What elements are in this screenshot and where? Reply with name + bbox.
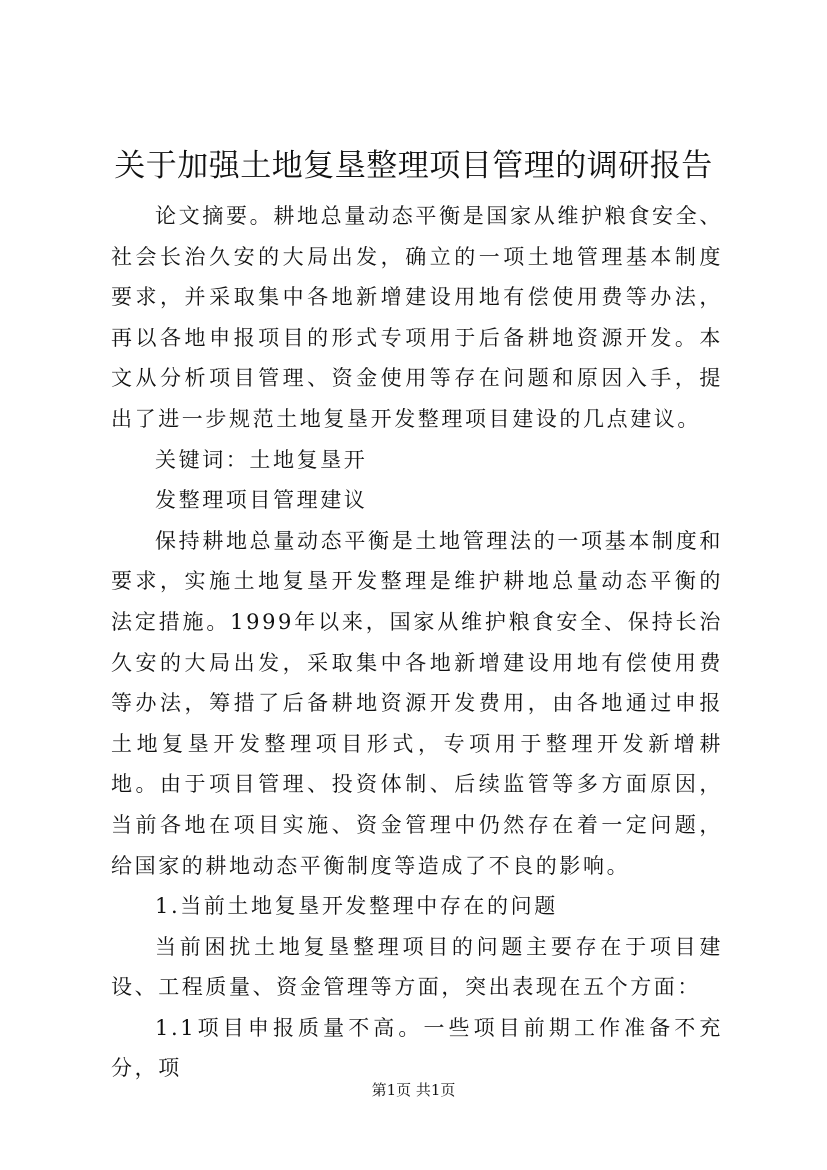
page-footer: 第1页 共1页: [371, 1081, 456, 1099]
document-title: 关于加强土地复垦整理项目管理的调研报告: [114, 148, 713, 184]
keywords-line-1: 关键词：土地复垦开: [155, 447, 368, 472]
subsection-1-1-paragraph: 1.1项目申报质量不高。一些项目前期工作准备不充分，项: [111, 1015, 723, 1081]
abstract-paragraph: 论文摘要。耕地总量动态平衡是国家从维护粮食安全、社会长治久安的大局出发，确立的一项土地管理基本制度要求，并采取集中各地新增建设用地有偿使用费等办法，再以各地申报项目的形式专项用于后备耕地资源开发。本文从分析项目管理、资金使用等存在问题和原因入手，提出了进一步规范土地复垦开发整理项目建设的几点建议。: [111, 204, 723, 431]
keywords-line-2: 发整理项目管理建议: [155, 488, 368, 513]
document-body: [111, 196, 723, 1089]
section-heading-1: 1.当前土地复垦开发整理中存在的问题: [155, 894, 558, 919]
intro-paragraph: 保持耕地总量动态平衡是土地管理法的一项基本制度和要求，实施土地复垦开发整理是维护耕地总量动态平衡的法定措施。1999年以来，国家从维护粮食安全、保持长治久安的大局出发，采取集中各地新增建设用地有偿使用费等办法，筹措了后备耕地资源开发费用，由各地通过申报土地复垦开发整理项目形式，专项用于整理开发新增耕地。由于项目管理、投资体制、后续监管等多方面原因，当前各地在项目实施、资金管理中仍然存在着一定问题，给国家的耕地动态平衡制度等造成了不良的影响。: [111, 528, 723, 878]
section-1-paragraph: 当前困扰土地复垦整理项目的问题主要存在于项目建设、工程质量、资金管理等方面，突出表现在五个方面：: [111, 934, 723, 1000]
